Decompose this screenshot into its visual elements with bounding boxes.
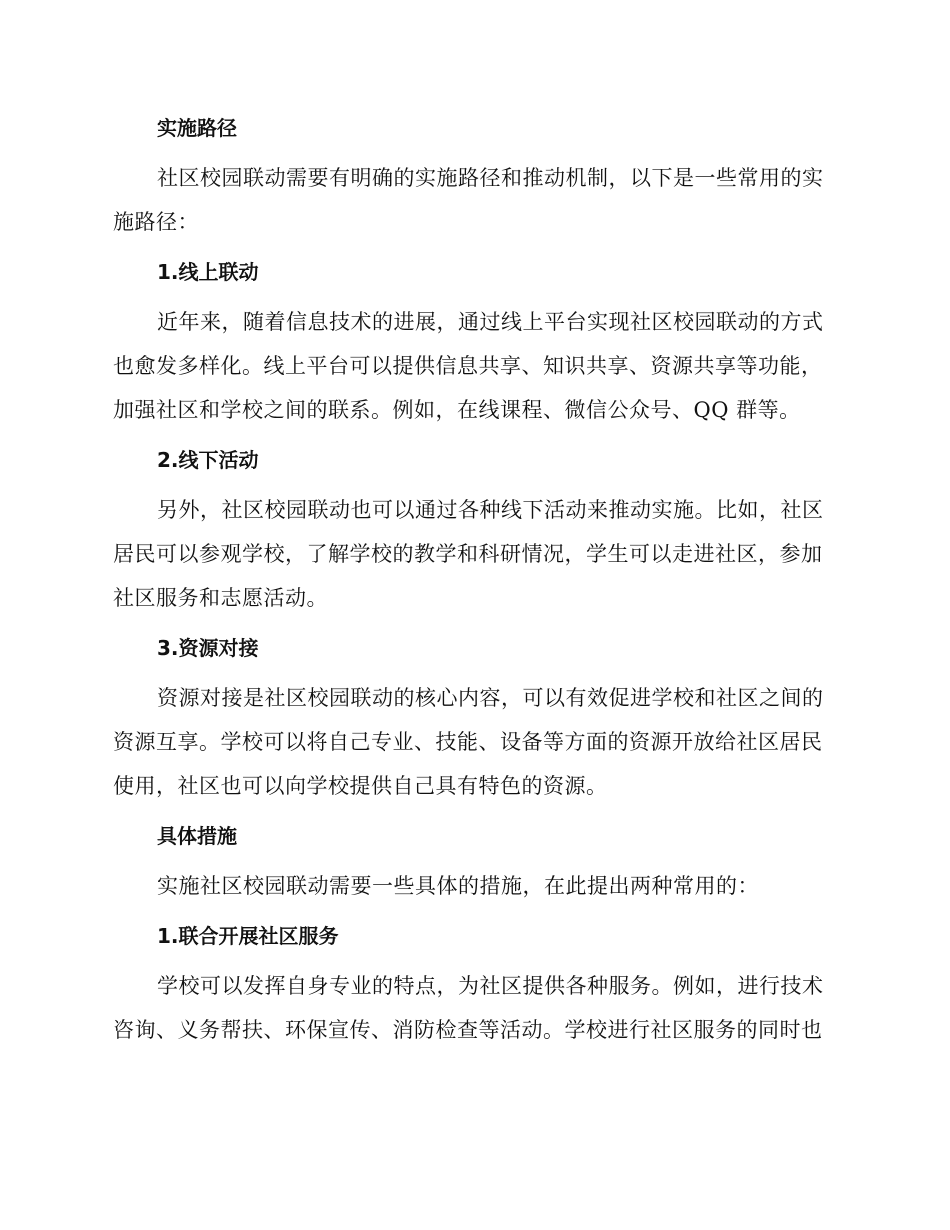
paragraph-line: 社区校园联动需要有明确的实施路径和推动机制，以下是一些常用的实 [157, 166, 824, 190]
paragraph [113, 864, 833, 908]
subsection-heading: 2.线下活动 [157, 448, 259, 472]
paragraph [113, 488, 833, 620]
paragraph-line: 资源对接是社区校园联动的核心内容，可以有效促进学校和社区之间的 [157, 686, 824, 710]
paragraph-line: 施路径： [113, 210, 199, 234]
subsection-heading: 1.联合开展社区服务 [157, 924, 339, 948]
paragraph [113, 156, 833, 244]
document-page [113, 108, 833, 1052]
paragraph [113, 676, 833, 808]
paragraph-line: 使用，社区也可以向学校提供自己具有特色的资源。 [113, 774, 608, 798]
paragraph-line: 社区服务和志愿活动。 [113, 586, 328, 610]
subsection-heading: 1.线上联动 [157, 260, 259, 284]
paragraph-line: 加强社区和学校之间的联系。例如，在线课程、微信公众号、QQ 群等。 [113, 398, 801, 422]
section-heading: 实施路径 [157, 116, 237, 140]
section-heading: 具体措施 [157, 824, 237, 848]
paragraph-line: 资源互享。学校可以将自己专业、技能、设备等方面的资源开放给社区居民 [113, 730, 823, 754]
subsection-heading: 3.资源对接 [157, 636, 259, 660]
paragraph-line: 居民可以参观学校，了解学校的教学和科研情况，学生可以走进社区，参加 [113, 542, 823, 566]
paragraph-line: 近年来，随着信息技术的进展，通过线上平台实现社区校园联动的方式 [157, 310, 824, 334]
paragraph-line: 也愈发多样化。线上平台可以提供信息共享、知识共享、资源共享等功能， [113, 354, 823, 378]
paragraph-line: 学校可以发挥自身专业的特点，为社区提供各种服务。例如，进行技术 [157, 974, 824, 998]
paragraph [113, 300, 833, 432]
paragraph-line: 另外，社区校园联动也可以通过各种线下活动来推动实施。比如，社区 [157, 498, 824, 522]
paragraph-line: 实施社区校园联动需要一些具体的措施，在此提出两种常用的： [157, 874, 759, 898]
paragraph-line: 咨询、义务帮扶、环保宣传、消防检查等活动。学校进行社区服务的同时也 [113, 1018, 823, 1042]
paragraph [113, 964, 833, 1052]
